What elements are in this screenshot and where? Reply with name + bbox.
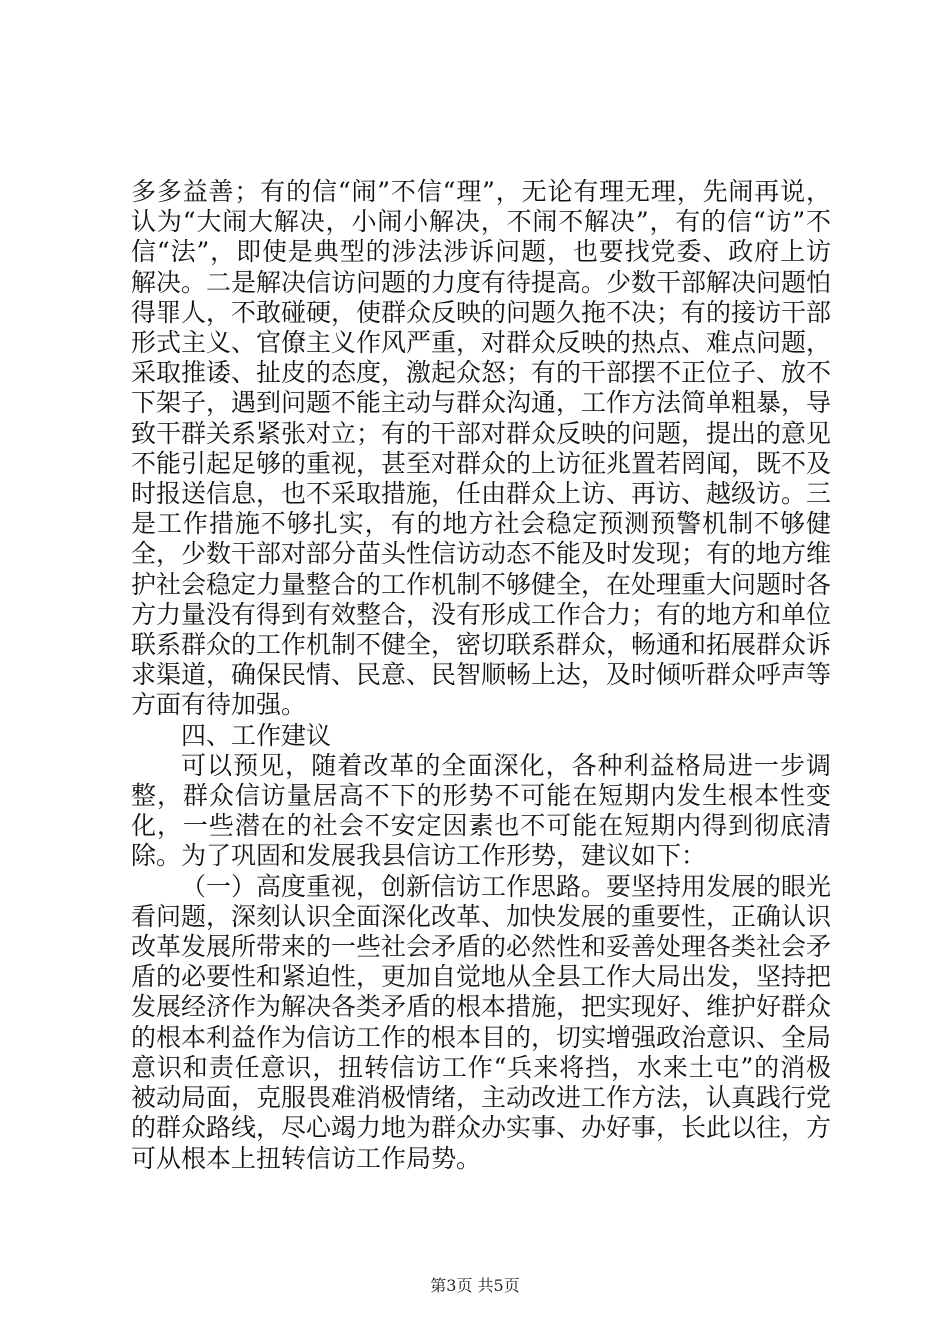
paragraph: 可以预见，随着改革的全面深化，各种利益格局进一步调整，群众信访量居高不下的形势不可能在短期内发生根本性变化，一些潜在的社会不安定因素也不可能在短期内得到彻底清除。为了巩固和发展我县信访工作形势，建议如下： (131, 750, 831, 871)
section-heading: 四、工作建议 (181, 720, 332, 750)
paragraph: （一）高度重视，创新信访工作思路。要坚持用发展的眼光看问题，深刻认识全面深化改革、加快发展的重要性，正确认识改革发展所带来的一些社会矛盾的必然性和妥善处理各类社会矛盾的必要性和紧迫性，更加自觉地从全县工作大局出发，坚持把发展经济作为解决各类矛盾的根本措施，把实现好、维护好群众的根本利益作为信访工作的根本目的，切实增强政治意识、全局意识和责任意识，扭转信访工作“兵来将挡，水来土屯”的消极被动局面，克服畏难消极情绪，主动改进工作方法，认真践行党的群众路线，尽心竭力地为群众办实事、办好事，长此以往，方可从根本上扭转信访工作局势。 (131, 871, 832, 1173)
paragraph-continued: 多多益善；有的信“闹”不信“理”，无论有理无理，先闹再说，认为“大闹大解决，小闹小解决，不闹不解决”，有的信“访”不信“法”，即使是典型的涉法涉诉问题，也要找党委、政府上访解决。二是解决信访问题的力度有待提高。少数干部解决问题怕得罪人，不敢碰硬，使群众反映的问题久拖不决；有的接访干部形式主义、官僚主义作风严重，对群众反映的热点、难点问题，采取推诿、扯皮的态度，激起众怒；有的干部摆不正位子、放不下架子，遇到问题不能主动与群众沟通，工作方法简单粗暴，导致干群关系紧张对立；有的干部对群众反映的问题，提出的意见不能引起足够的重视，甚至对群众的上访征兆置若罔闻，既不及时报送信息，也不采取措施，任由群众上访、再访、越级访。三是工作措施不够扎实，有的地方社会稳定预测预警机制不够健全，少数干部对部分苗头性信访动态不能及时发现；有的地方维护社会稳定力量整合的工作机制不够健全，在处理重大问题时各方力量没有得到有效整合，没有形成工作合力；有的地方和单位联系群众的工作机制不健全，密切联系群众，畅通和拓展群众诉求渠道，确保民情、民意、民智顺畅上达，及时倾听群众呼声等方面有待加强。 (131, 177, 832, 720)
page-number-footer: 第3页 共5页 (430, 1276, 520, 1295)
document-body (131, 177, 831, 1174)
